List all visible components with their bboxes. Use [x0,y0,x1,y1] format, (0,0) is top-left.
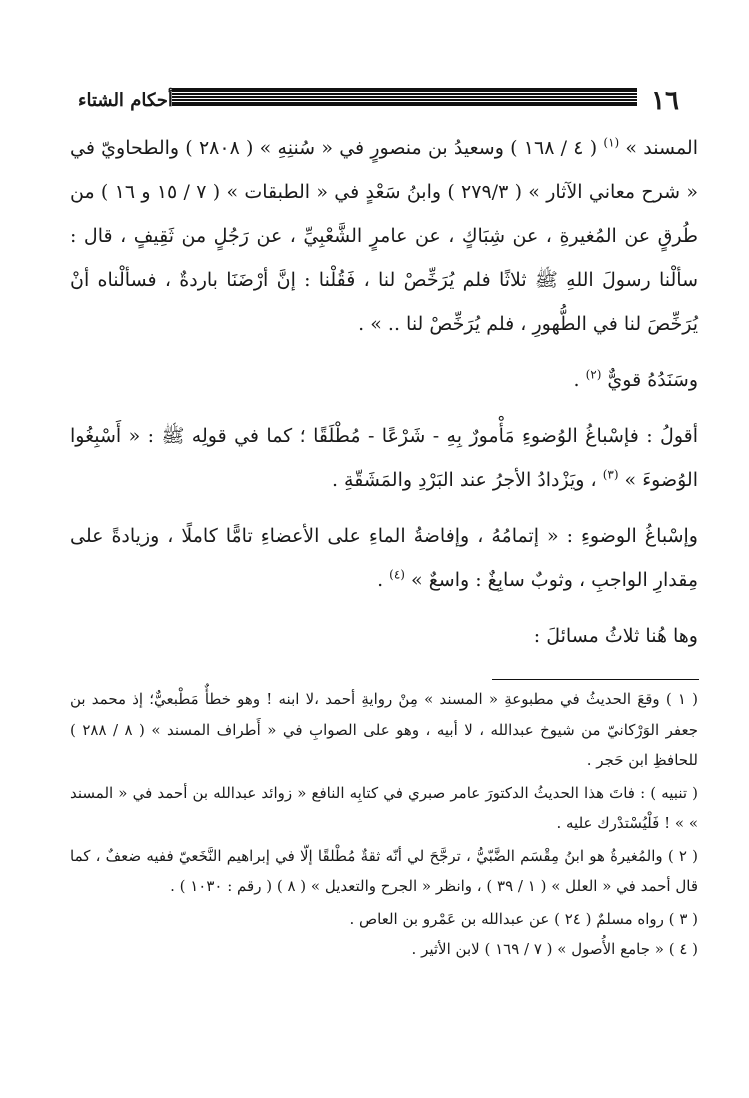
paragraph-citation [70,126,698,346]
paragraph-definition [70,514,698,602]
text-run: المسند » [619,137,698,159]
text-run: وها هُنا ثلاثُ مسائلَ : [533,625,698,647]
text-run: ( ٤ / ١٦٨ ) وسعيدُ بن منصورٍ في « سُننِهِ » ( ٢٨٠٨ ) والطحاويّ في « شرح معاني الآثار » ( ٢٧٩/٣ ) وابنُ سَعْدٍ في « الطبقات » ( ٧ / ١٥ و ١٦ ) من طُرقٍ عن المُغيرةِ ، عن شِبَاكٍ ، عن عامرٍ الشَّعْبِيِّ ، عن رَجُلٍ من ثَقِيفٍ ، قال : سألْنا رسولَ اللهِ ﷺ ثلاثًا فلم يُرَخِّصْ لنا ، فَقُلْنا : إنَّ أرْضَنَا باردةٌ ، فسألْناه أنْ يُرَخِّصَ لنا في الطُّهورِ ، فلم يُرَخِّصْ لنا .. » . [70,137,698,335]
text-run: أقولُ : فإسْباغُ الوُضوءِ مَأْمورٌ بِهِ - شَرْعًا - مُطْلَقًا ؛ كما في قولِه ﷺ : « أَسْبِغُوا الوُضوءَ » [70,425,698,491]
footnote-2: ( ٢ ) والمُغيرةُ هو ابنُ مِقْسَم الضَّبّيُّ ، ترجَّحَ لي أنّه ثقةٌ مُطْلقًا إلّا في إبراهيم النَّخَعيّ ففيه ضعفٌ ، كما قال أحمد في « العلل » ( ١ / ٣٩ ) ، وانظر « الجرح والتعديل » ( ٨ ) ( رقم : ١٠٣٠ ) . [70,846,698,895]
text-run: . [377,569,390,591]
footnote-ref-2: (٢) [585,367,602,382]
footnote-3: ( ٣ ) رواه مسلمٌ ( ٢٤ ) عن عبدالله بن عَمْرو بن العاص . [349,909,698,928]
text-run: . [573,369,586,391]
footnote-note: ( تنبيه ) : فاتَ هذا الحديثُ الدكتورَ عامر صبري في كتابِه النافع « زوائد عبدالله بن أحمد في « المسند » » ! فَلْيُسْتدْرك عليه . [70,783,698,832]
text-run: ، ويَزْدادُ الأجرُ عند البَرْدِ والمَشَقّةِ . [331,469,603,491]
paragraph-intro-issues [70,614,698,658]
paragraph-isnad-grade [70,358,698,402]
footnote-ref-4: (٤) [389,567,405,582]
footnote-ref-3: (٣) [602,467,619,482]
footnote-ref-1: (١) [603,135,620,150]
footnote-1: ( ١ ) وقعَ الحديثُ في مطبوعةِ « المسند » مِنْ روايةِ أحمد ،لا ابنه ! وهو خطأٌ مَطْبعيٌّ؛ إذ محمد بن جعفر الوَرْكانيّ من شيوخ عبدالله ، لا أبيه ، وهو على الصوابِ في « أَطراف المسند » ( ٨ / ٢٨٨ ) للحافظِ ابن حَجر . [70,690,698,769]
text-run: وإسْباغُ الوضوءِ : « إتمامُهُ ، وإفاضةُ الماءِ على الأعضاءِ تامًّا كاملًا ، وزيادةً على مِقدارِ الواجبِ ، وثوبٌ سابِغٌ : واسعٌ » [70,525,698,591]
footnote-divider [492,679,699,680]
page-number: ١٦ [651,86,679,116]
text-run: وسَنَدُهُ قويٌّ [601,369,698,391]
paragraph-commentary [70,414,698,502]
running-title: أحكام الشتاء [78,90,173,111]
header-decorative-bar [172,88,637,106]
main-text [70,126,698,658]
footnotes [70,684,698,965]
footnote-4: ( ٤ ) « جامع الأُصول » ( ٧ / ١٦٩ ) لابن الأثير . [411,940,698,958]
page-header [70,82,685,114]
